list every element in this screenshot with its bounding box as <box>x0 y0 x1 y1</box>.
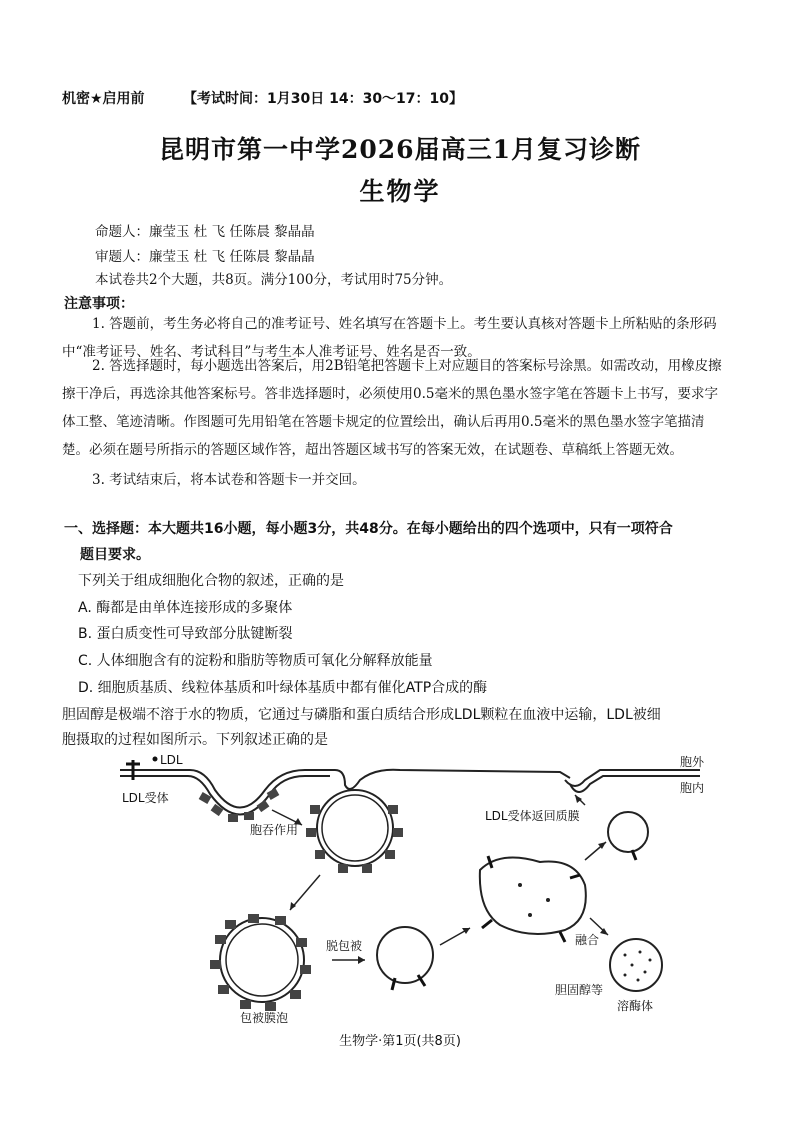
recycling-vesicle <box>608 812 648 852</box>
clathrin-coat <box>199 788 280 822</box>
label-coated-vesicle: 包被膜泡 <box>240 1011 289 1025</box>
label-receptor-return: LDL受体返回质膜 <box>485 809 580 823</box>
label-uncoating: 脱包被 <box>326 939 363 953</box>
question-2-stem-line2: 胞摄取的过程如图所示。下列叙述正确的是 <box>62 732 328 748</box>
ldl-endocytosis-diagram <box>0 750 800 1025</box>
budding-vesicle <box>306 790 403 873</box>
endosome <box>480 858 586 935</box>
label-lysosome: 溶酶体 <box>617 999 654 1013</box>
confidential-label: 机密★启用前 <box>62 91 145 107</box>
section-heading: 一、选择题：本大题共16小题，每小题3分，共48分。在每小题给出的四个选项中，只有一项符合 <box>64 521 673 537</box>
label-inside: 胞内 <box>680 781 705 795</box>
label-endocytosis: 胞吞作用 <box>250 823 299 837</box>
notice-item-3: 3. 考试结束后，将本试卷和答题卡一并交回。 <box>92 472 366 488</box>
exam-time: 【考试时间：1月30日 14：30～17：10】 <box>183 91 464 107</box>
question-1-option-c: C. 人体细胞含有的淀粉和脂肪等物质可氧化分解释放能量 <box>78 653 433 669</box>
question-2-stem-line1: 胆固醇是极端不溶于水的物质，它通过与磷脂和蛋白质结合形成LDL颗粒在血液中运输，LDL被细 <box>62 707 661 723</box>
exam-info: 本试卷共2个大题，共8页。满分100分，考试用时75分钟。 <box>95 272 453 288</box>
label-ldl-receptor: LDL受体 <box>122 791 169 805</box>
label-cholesterol: 胆固醇等 <box>555 983 604 997</box>
question-1-option-d: D. 细胞质基质、线粒体基质和叶绿体基质中都有催化ATP合成的酶 <box>78 680 488 696</box>
coated-vesicle <box>210 914 311 1011</box>
lysosome <box>610 939 662 991</box>
reviewers-line: 审题人：廉莹玉 杜 飞 任陈晨 黎晶晶 <box>95 249 315 265</box>
section-heading-cont: 题目要求。 <box>80 547 150 563</box>
exam-title: 昆明市第一中学2026届高三1月复习诊断 <box>159 135 641 164</box>
question-1-option-b: B. 蛋白质变性可导致部分肽键断裂 <box>78 626 293 642</box>
label-outside: 胞外 <box>680 755 705 769</box>
notice-item-2: 2. 答选择题时，每小题选出答案后，用2B铅笔把答题卡上对应题目的答案标号涂黑。如需改动，用橡皮擦擦干净后，再选涂其他答案标号。答非选择题时，必须使用0.5毫米的黑色墨水签字笔在答题卡上书写，要求字体工整、笔迹清晰。作图题可先用铅笔在答题卡规定的位置绘出，确认后再用0.5毫米的黑色墨水签字笔描清楚。必须在题号所指示的答题区域作答，超出答题区域书写的答案无效，在试题卷、草稿纸上答题无效。 <box>62 358 722 458</box>
plasma-membrane <box>120 770 700 815</box>
notice-heading: 注意事项： <box>64 296 134 312</box>
question-1-stem: 下列关于组成细胞化合物的叙述，正确的是 <box>78 573 344 589</box>
question-1-option-a: A. 酶都是由单体连接形成的多聚体 <box>78 600 293 616</box>
page-footer: 生物学·第1页(共8页) <box>339 1034 461 1049</box>
label-fusion: 融合 <box>575 933 600 947</box>
notice-item-1: 1. 答题前，考生务必将自己的准考证号、姓名填写在答题卡上。考生要认真核对答题卡上所粘贴的条形码中“准考证号、姓名、考试科目”与考生本人准考证号、姓名是否一致。 <box>62 316 717 360</box>
setters-line: 命题人：廉莹玉 杜 飞 任陈晨 黎晶晶 <box>95 224 315 240</box>
label-ldl: LDL <box>160 753 183 767</box>
ldl-particle-icon <box>153 757 158 762</box>
subject-title: 生物学 <box>359 177 441 206</box>
uncoated-vesicle <box>377 927 433 983</box>
